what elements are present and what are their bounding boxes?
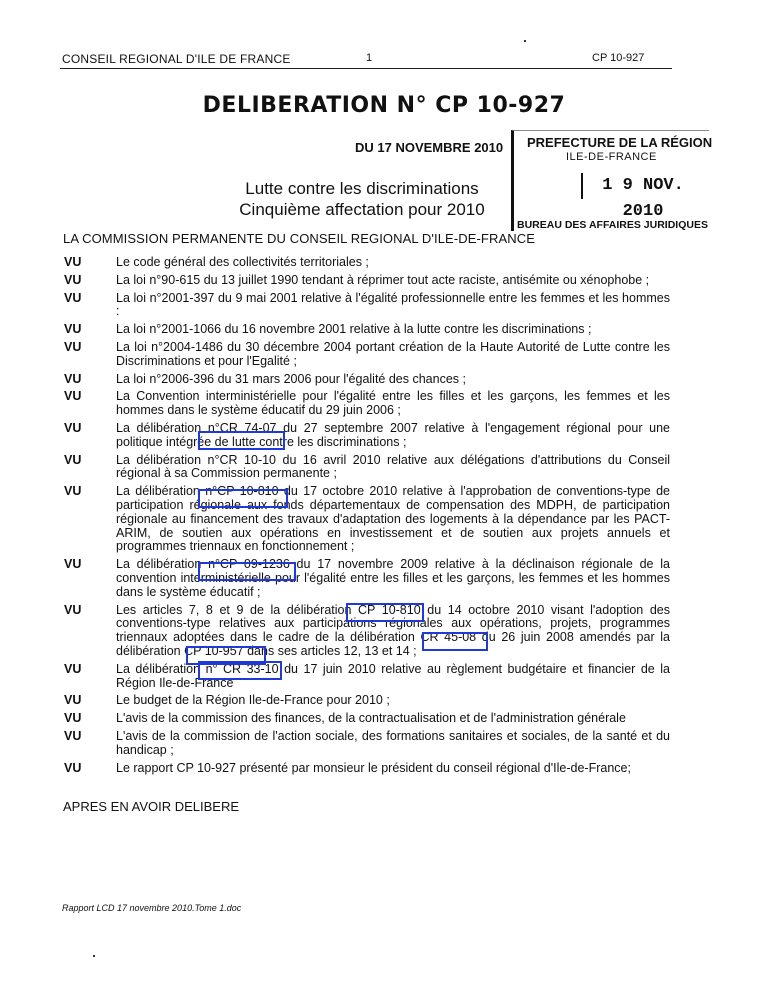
vu-item [64,341,670,369]
vu-label: VU [64,420,82,435]
vu-text: La Convention interministérielle pour l'égalité entre les filles et les garçons, les femmes et les hommes dans le système éducatif du 29 juin 2006 ; [116,389,670,418]
vu-item [64,373,670,387]
highlight-box-cp-09-1236 [198,562,296,581]
stamp-line-3: BUREAU DES AFFAIRES JURIDIQUES [517,219,708,231]
vu-label: VU [64,371,82,386]
vu-label: VU [64,557,82,572]
header-rule [60,68,672,69]
vu-item [64,390,670,418]
vu-item [64,730,670,758]
vu-item [64,422,670,450]
date-line: DU 17 NOVEMBRE 2010 [355,140,504,155]
vu-label: VU [64,290,82,305]
vu-label: VU [64,711,82,726]
header-right: CP 10-927 [592,52,645,64]
stamp-date: 1 9 NOV. 2010 [581,173,703,199]
commission-heading: LA COMMISSION PERMANENTE DU CONSEIL REGIONAL D'ILE-DE-FRANCE [63,231,535,246]
vu-item [64,712,670,726]
vu-label: VU [64,389,82,404]
header-left: CONSEIL REGIONAL D'ILE DE FRANCE [62,52,291,66]
highlight-box-cr-74-07 [198,431,285,450]
vu-label: VU [64,693,82,708]
vu-item [64,558,670,599]
vu-label: VU [64,661,82,676]
vu-text: La délibération n°CR 10-10 du 16 avril 2010 relative aux délégations d'attributions du Conseil régional à sa Commission permanente ; [116,452,670,481]
vu-text: Les articles 7, 8 et 9 de la délibération CP 10-810 du 14 octobre 2010 visant l'adoption des conventions-type relatives aux participations régionales aux opérations, projets, programmes triennaux adoptées dans le cadre de la délibération CR 45-08 du 26 juin 2008 amendés par la délibération CP 10-957 dans ses articles 12, 13 et 14 ; [116,602,670,658]
vu-text: La loi n°2001-1066 du 16 novembre 2001 relative à la lutte contre les discriminations ; [116,322,592,337]
scan-speck [93,955,95,957]
vu-text: Le rapport CP 10-927 présenté par monsieur le président du conseil régional d'Ile-de-France; [116,760,631,775]
footer-filename: Rapport LCD 17 novembre 2010.Tome 1.doc [62,903,242,913]
vu-text: La loi n°2001-397 du 9 mai 2001 relative à l'égalité professionnelle entre les femmes et les hommes : [116,290,670,319]
highlight-box-cr-45-08 [422,632,488,651]
vu-item [64,274,670,288]
vu-item [64,256,670,270]
apres-heading: APRES EN AVOIR DELIBERE [63,799,240,814]
highlight-box-cp-10-810-b [346,603,424,622]
vu-label: VU [64,255,82,269]
vu-label: VU [64,322,82,337]
vu-item [64,663,670,691]
vu-text: La délibération n°CR 74-07 du 27 septembre 2007 relative à l'engagement régional pour une politique intégrée de lutte contre les discriminations ; [116,420,670,449]
vu-text: L'avis de la commission de l'action sociale, des formations sanitaires et sociales, de la santé et du handicap ; [116,728,670,757]
vu-text: La délibération n°CP 09-1236 du 17 novembre 2009 relative à la déclinaison régionale de la convention interministérielle pour l'égalité entre les filles et les garçons, les femmes et les hommes dans le système éducatif ; [116,557,670,599]
vu-item [64,323,670,337]
vu-label: VU [64,602,82,617]
page-number: 1 [366,52,373,64]
document-title: DELIBERATION N° CP 10-927 [202,93,566,118]
highlight-box-cr-33-10 [198,661,282,680]
prefecture-stamp [511,130,713,231]
vu-text: La loi n°2004-1486 du 30 décembre 2004 portant création de la Haute Autorité de Lutte contre les Discriminations et pour l'Egalité ; [116,339,670,368]
vu-text: La loi n°90-615 du 13 juillet 1990 tendant à réprimer tout acte raciste, antisémite ou xénophobe ; [116,272,650,287]
vu-text: La délibération n°CP 10-810 du 17 octobre 2010 relative à l'approbation de conventions-type de participation régionale aux fonds départementaux de compensation des MDPH, de participation régionale au financement des travaux d'adaptation des logements à la dépendance par les PACT-ARIM, de soutien aux opérations en investissement et de soutien aux projets annuels et programmes triennaux en fonctionnement ; [116,484,670,554]
subtitle-line-1: Lutte contre les discriminations [245,179,479,198]
vu-label: VU [64,272,82,287]
vu-item [64,454,670,482]
vu-text: Le budget de la Région Ile-de-France pour 2010 ; [116,693,390,708]
vu-label: VU [64,339,82,354]
vu-item [64,694,670,708]
stamp-line-2: ILE-DE-FRANCE [566,151,657,163]
vu-item [64,485,670,554]
vu-label: VU [64,452,82,467]
vu-text: La loi n°2006-396 du 31 mars 2006 pour l'égalité des chances ; [116,371,466,386]
stamp-line-1: PREFECTURE DE LA RÉGION [527,135,713,150]
highlight-box-cp-10-810 [198,489,288,508]
vu-text: La délibération n° CR 33-10 du 17 juin 2010 relative au règlement budgétaire et financier de la Région Ile-de-France [116,661,670,690]
subtitle [212,178,512,220]
scan-speck [524,40,526,42]
vu-label: VU [64,760,82,775]
vu-item [64,292,670,320]
vu-label: VU [64,484,82,499]
vu-list [64,256,670,779]
vu-label: VU [64,728,82,743]
vu-item [64,762,670,776]
vu-text: Le code général des collectivités territoriales ; [116,255,369,269]
subtitle-line-2: Cinquième affectation pour 2010 [239,200,485,219]
vu-text: L'avis de la commission des finances, de la contractualisation et de l'administration générale [116,711,626,726]
